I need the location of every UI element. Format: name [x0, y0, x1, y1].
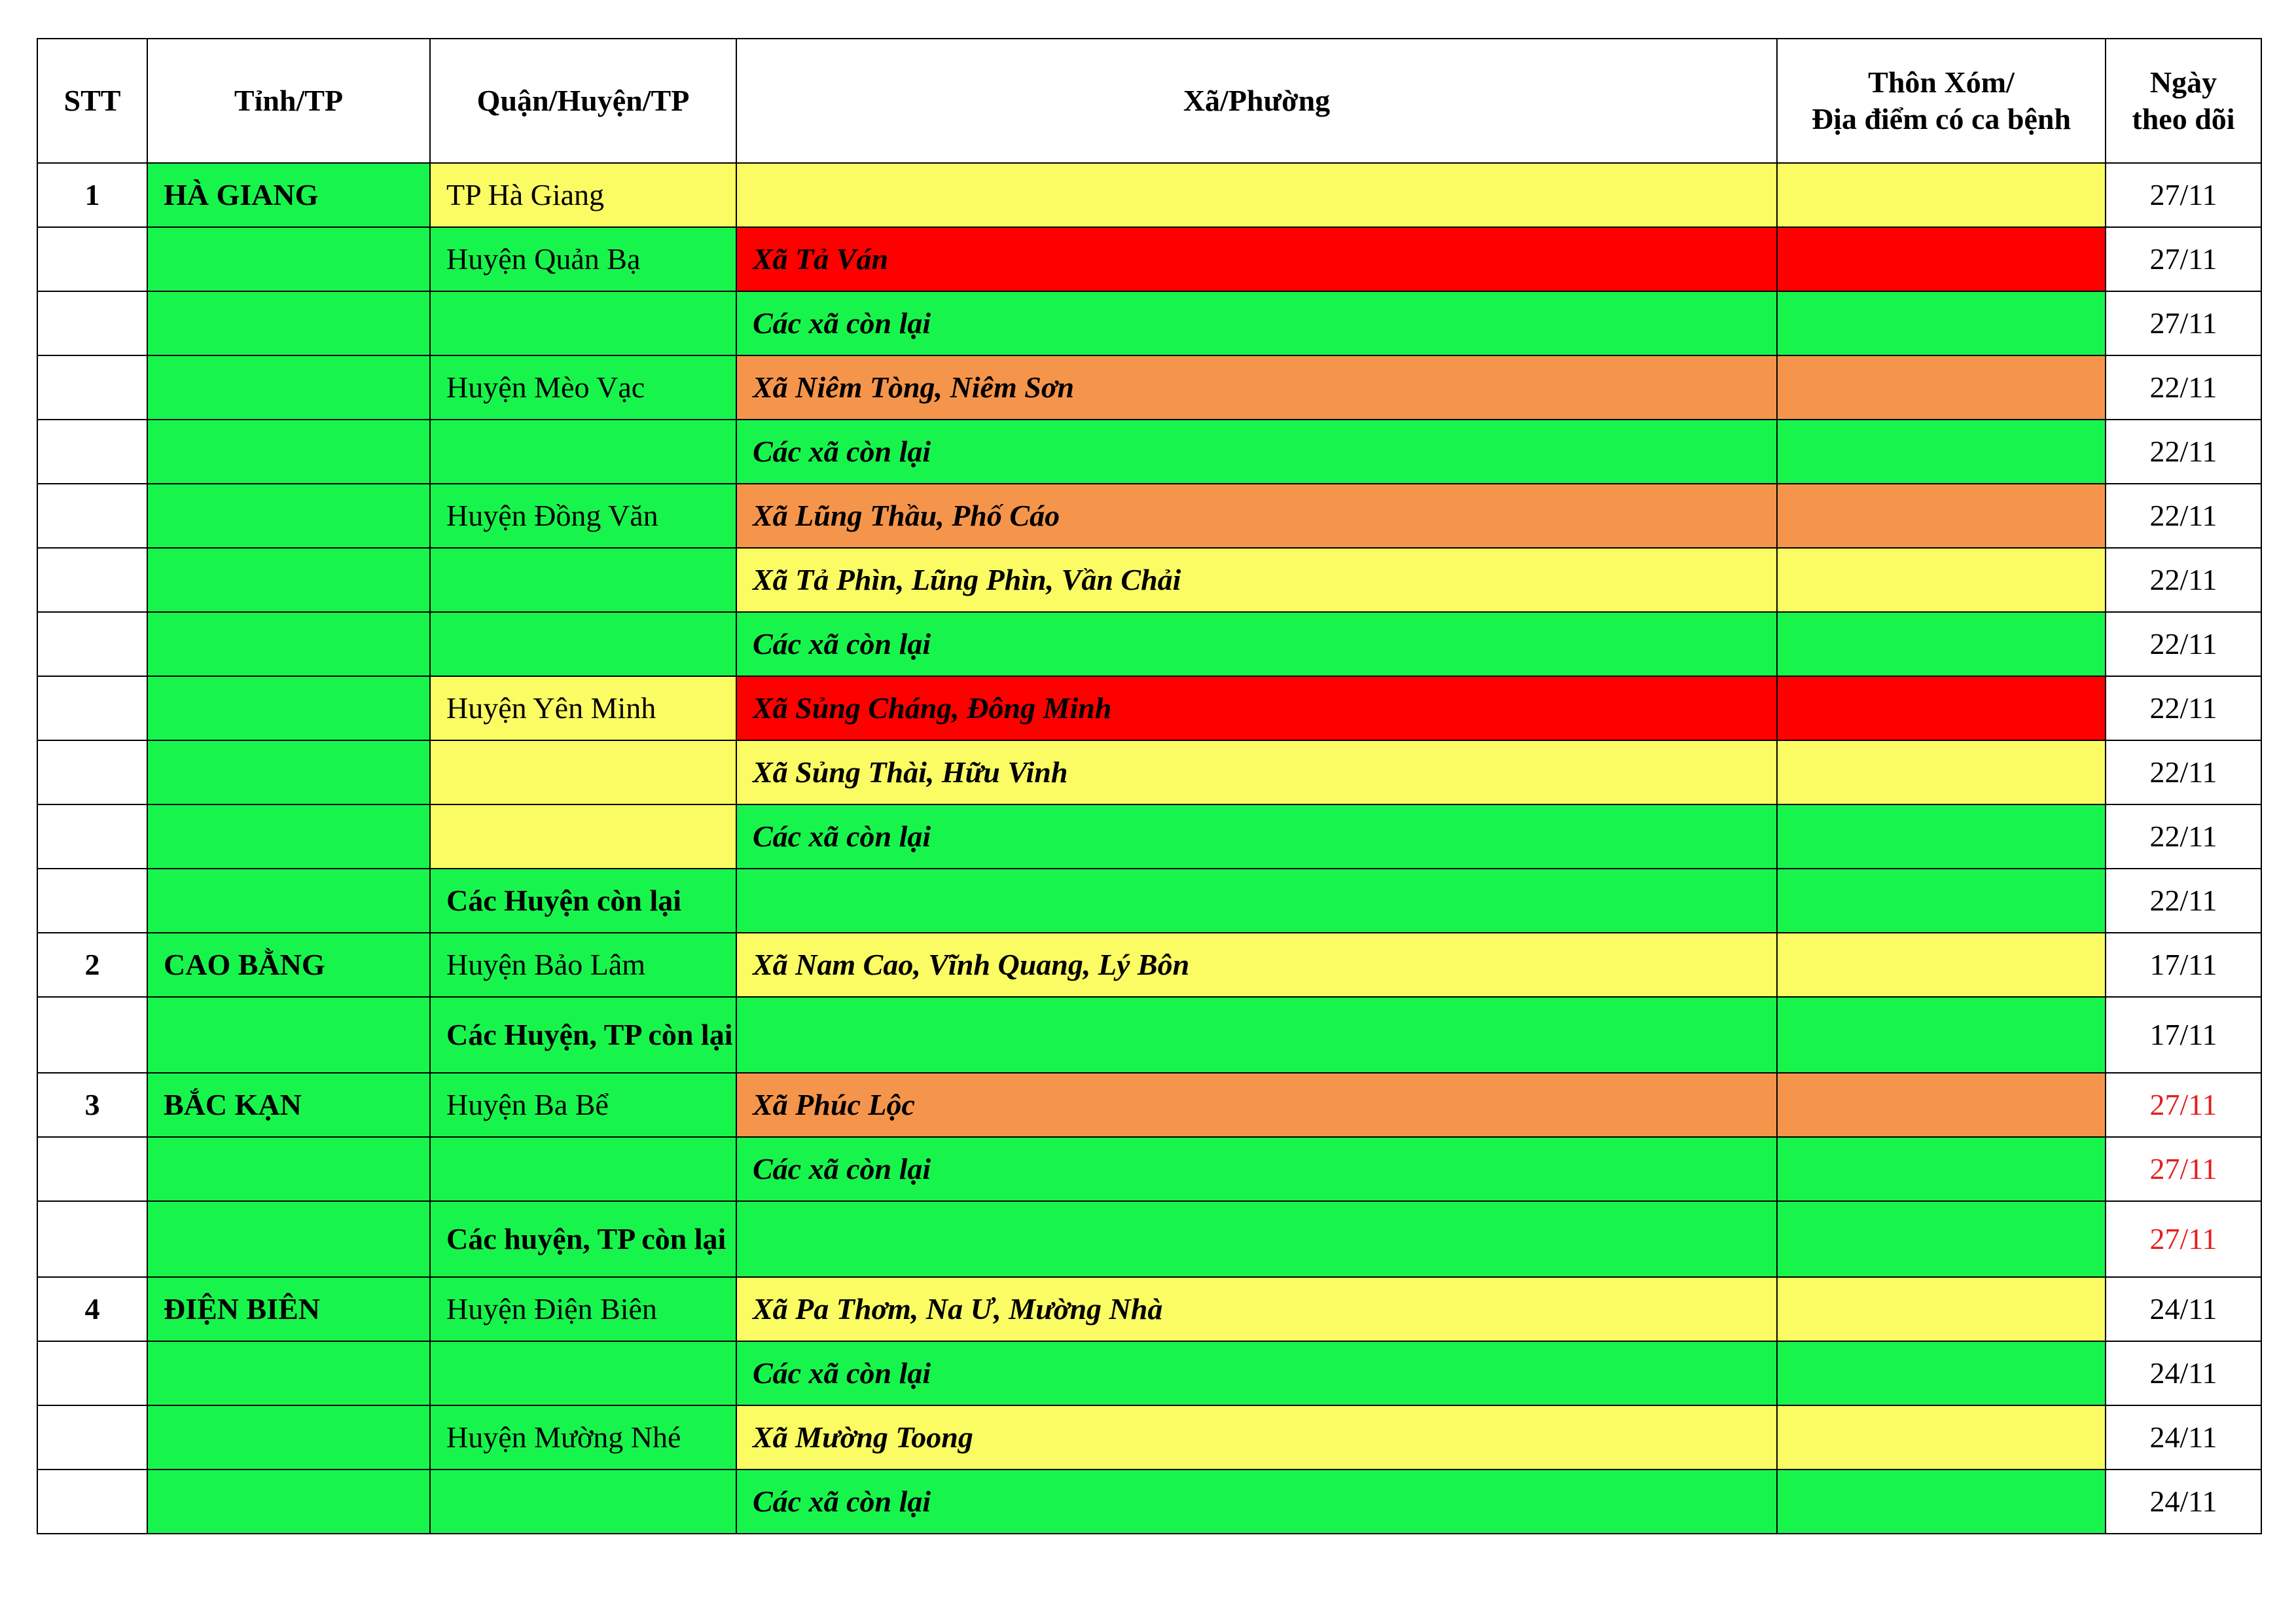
ward-cell	[736, 997, 1777, 1073]
province-cell: ĐIỆN BIÊN	[147, 1277, 430, 1341]
header-district: Quận/Huyện/TP	[430, 39, 736, 163]
province-cell: BẮC KẠN	[147, 1073, 430, 1137]
ward-cell: Xã Pa Thơm, Na Ư, Mường Nhà	[736, 1277, 1777, 1341]
province-cell: CAO BẰNG	[147, 933, 430, 997]
province-cell	[147, 1470, 430, 1534]
ward-cell: Xã Mường Toong	[736, 1405, 1777, 1470]
district-cell: Huyện Yên Minh	[430, 676, 736, 740]
header-hamlet-line2: Địa điểm có ca bệnh	[1811, 102, 2072, 135]
stt-cell	[37, 1137, 147, 1201]
table-row	[37, 291, 2261, 355]
hamlet-cell	[1777, 804, 2106, 869]
date-cell: 27/11	[2106, 227, 2261, 291]
header-ward: Xã/Phường	[736, 39, 1777, 163]
hamlet-cell	[1777, 1470, 2106, 1534]
ward-cell: Xã Tả Ván	[736, 227, 1777, 291]
district-cell	[430, 1341, 736, 1405]
covid-zone-table	[37, 38, 2262, 1534]
stt-cell	[37, 1470, 147, 1534]
province-cell	[147, 997, 430, 1073]
date-cell: 24/11	[2106, 1341, 2261, 1405]
hamlet-cell	[1777, 933, 2106, 997]
district-cell: Huyện Mèo Vạc	[430, 355, 736, 420]
date-cell: 24/11	[2106, 1277, 2261, 1341]
district-cell	[430, 740, 736, 804]
ward-cell: Các xã còn lại	[736, 804, 1777, 869]
stt-cell	[37, 227, 147, 291]
table-row	[37, 740, 2261, 804]
hamlet-cell	[1777, 740, 2106, 804]
table-row	[37, 227, 2261, 291]
hamlet-cell	[1777, 1201, 2106, 1277]
ward-cell	[736, 1201, 1777, 1277]
date-cell: 22/11	[2106, 804, 2261, 869]
ward-cell: Xã Tả Phìn, Lũng Phìn, Vần Chải	[736, 548, 1777, 612]
stt-cell	[37, 676, 147, 740]
date-cell: 27/11	[2106, 1201, 2261, 1277]
table-row	[37, 1341, 2261, 1405]
district-cell: Huyện Quản Bạ	[430, 227, 736, 291]
ward-cell	[736, 163, 1777, 227]
ward-cell: Xã Lũng Thầu, Phố Cáo	[736, 484, 1777, 548]
stt-cell: 3	[37, 1073, 147, 1137]
hamlet-cell	[1777, 291, 2106, 355]
table-row	[37, 997, 2261, 1073]
table-row	[37, 804, 2261, 869]
province-cell	[147, 869, 430, 933]
district-cell: Các huyện, TP còn lại	[430, 1201, 736, 1277]
district-cell: TP Hà Giang	[430, 163, 736, 227]
province-cell	[147, 676, 430, 740]
hamlet-cell	[1777, 1073, 2106, 1137]
stt-cell: 4	[37, 1277, 147, 1341]
hamlet-cell	[1777, 163, 2106, 227]
stt-cell	[37, 420, 147, 484]
table-row	[37, 484, 2261, 548]
ward-cell: Xã Niêm Tòng, Niêm Sơn	[736, 355, 1777, 420]
district-cell: Các Huyện, TP còn lại	[430, 997, 736, 1073]
date-cell: 22/11	[2106, 484, 2261, 548]
table-row	[37, 548, 2261, 612]
district-cell	[430, 1470, 736, 1534]
district-cell	[430, 548, 736, 612]
province-cell	[147, 420, 430, 484]
ward-cell: Các xã còn lại	[736, 1470, 1777, 1534]
hamlet-cell	[1777, 676, 2106, 740]
hamlet-cell	[1777, 612, 2106, 676]
stt-cell	[37, 1405, 147, 1470]
stt-cell	[37, 291, 147, 355]
stt-cell	[37, 869, 147, 933]
date-cell: 22/11	[2106, 355, 2261, 420]
header-date-line1: Ngày	[2149, 65, 2217, 99]
province-cell: HÀ GIANG	[147, 163, 430, 227]
ward-cell: Các xã còn lại	[736, 291, 1777, 355]
table-row	[37, 420, 2261, 484]
district-cell	[430, 291, 736, 355]
date-cell: 24/11	[2106, 1470, 2261, 1534]
header-hamlet-line1: Thôn Xóm/	[1868, 65, 2015, 99]
table-row	[37, 933, 2261, 997]
province-cell	[147, 612, 430, 676]
table-row	[37, 1073, 2261, 1137]
stt-cell: 1	[37, 163, 147, 227]
stt-cell: 2	[37, 933, 147, 997]
province-cell	[147, 355, 430, 420]
date-cell: 22/11	[2106, 548, 2261, 612]
province-cell	[147, 291, 430, 355]
stt-cell	[37, 548, 147, 612]
stt-cell	[37, 740, 147, 804]
province-cell	[147, 1405, 430, 1470]
hamlet-cell	[1777, 1405, 2106, 1470]
ward-cell	[736, 869, 1777, 933]
table-row	[37, 1405, 2261, 1470]
ward-cell: Xã Sủng Thài, Hữu Vinh	[736, 740, 1777, 804]
header-date	[2106, 39, 2261, 163]
table-row	[37, 1201, 2261, 1277]
header-hamlet	[1777, 39, 2106, 163]
district-cell	[430, 804, 736, 869]
hamlet-cell	[1777, 420, 2106, 484]
province-cell	[147, 227, 430, 291]
province-cell	[147, 1341, 430, 1405]
ward-cell: Xã Phúc Lộc	[736, 1073, 1777, 1137]
hamlet-cell	[1777, 548, 2106, 612]
district-cell: Huyện Ba Bể	[430, 1073, 736, 1137]
stt-cell	[37, 1341, 147, 1405]
date-cell: 27/11	[2106, 291, 2261, 355]
table-row	[37, 676, 2261, 740]
date-cell: 17/11	[2106, 933, 2261, 997]
hamlet-cell	[1777, 869, 2106, 933]
district-cell: Các Huyện còn lại	[430, 869, 736, 933]
header-date-line2: theo dõi	[2132, 102, 2235, 135]
date-cell: 27/11	[2106, 1073, 2261, 1137]
province-cell	[147, 1201, 430, 1277]
district-cell	[430, 612, 736, 676]
ward-cell: Các xã còn lại	[736, 1341, 1777, 1405]
table-row	[37, 1277, 2261, 1341]
header-row	[37, 39, 2261, 163]
district-cell: Huyện Điện Biên	[430, 1277, 736, 1341]
date-cell: 22/11	[2106, 869, 2261, 933]
table-row	[37, 1137, 2261, 1201]
date-cell: 22/11	[2106, 740, 2261, 804]
hamlet-cell	[1777, 997, 2106, 1073]
date-cell: 22/11	[2106, 612, 2261, 676]
stt-cell	[37, 355, 147, 420]
hamlet-cell	[1777, 355, 2106, 420]
ward-cell: Các xã còn lại	[736, 612, 1777, 676]
date-cell: 27/11	[2106, 163, 2261, 227]
table-row	[37, 163, 2261, 227]
province-cell	[147, 804, 430, 869]
table-row	[37, 355, 2261, 420]
header-stt: STT	[37, 39, 147, 163]
hamlet-cell	[1777, 1341, 2106, 1405]
province-cell	[147, 484, 430, 548]
date-cell: 22/11	[2106, 676, 2261, 740]
ward-cell: Xã Nam Cao, Vĩnh Quang, Lý Bôn	[736, 933, 1777, 997]
hamlet-cell	[1777, 227, 2106, 291]
table-body	[37, 163, 2261, 1534]
district-cell	[430, 1137, 736, 1201]
date-cell: 24/11	[2106, 1405, 2261, 1470]
district-cell: Huyện Đồng Văn	[430, 484, 736, 548]
hamlet-cell	[1777, 1137, 2106, 1201]
stt-cell	[37, 484, 147, 548]
stt-cell	[37, 804, 147, 869]
table-row	[37, 1470, 2261, 1534]
table-row	[37, 869, 2261, 933]
stt-cell	[37, 612, 147, 676]
district-cell	[430, 420, 736, 484]
hamlet-cell	[1777, 1277, 2106, 1341]
date-cell: 22/11	[2106, 420, 2261, 484]
date-cell: 17/11	[2106, 997, 2261, 1073]
table-header	[37, 39, 2261, 163]
hamlet-cell	[1777, 484, 2106, 548]
province-cell	[147, 1137, 430, 1201]
district-cell: Huyện Bảo Lâm	[430, 933, 736, 997]
stt-cell	[37, 1201, 147, 1277]
stt-cell	[37, 997, 147, 1073]
ward-cell: Các xã còn lại	[736, 1137, 1777, 1201]
date-cell: 27/11	[2106, 1137, 2261, 1201]
table-row	[37, 612, 2261, 676]
province-cell	[147, 740, 430, 804]
ward-cell: Các xã còn lại	[736, 420, 1777, 484]
district-cell: Huyện Mường Nhé	[430, 1405, 736, 1470]
province-cell	[147, 548, 430, 612]
ward-cell: Xã Sủng Cháng, Đông Minh	[736, 676, 1777, 740]
header-province: Tỉnh/TP	[147, 39, 430, 163]
